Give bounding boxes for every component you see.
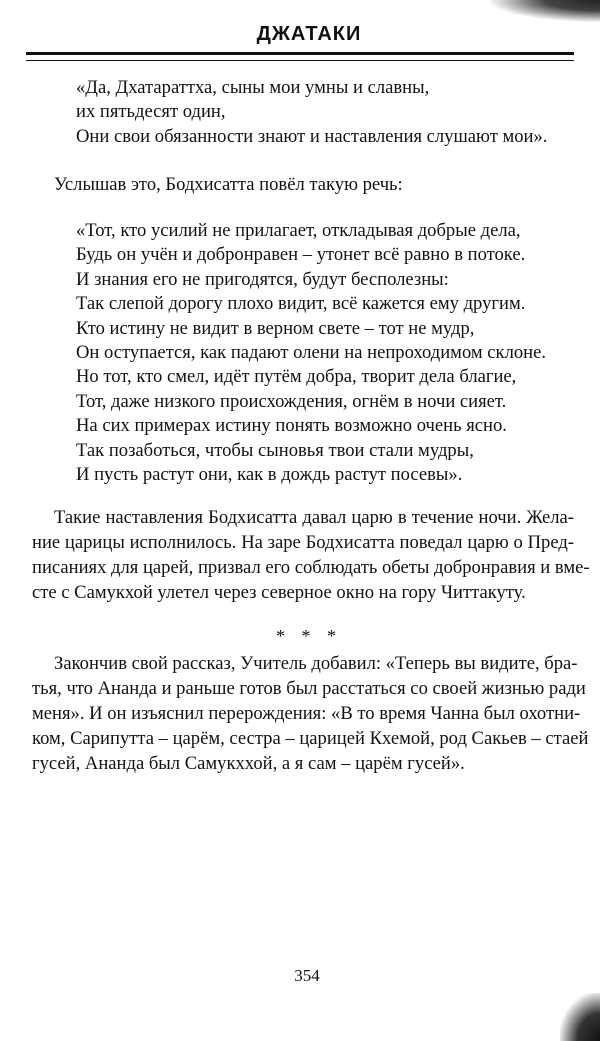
verse-line: Они свои обязанности знают и наставления слушают мои». — [76, 125, 548, 147]
verse-line: Так позаботься, чтобы сыновья твои стали мудры, — [76, 439, 474, 461]
paragraph-line: сте с Самукхой улетел через северное окно на гору Читтакуту. — [32, 582, 526, 603]
verse-line: Тот, даже низкого происхождения, огнём в ночи сияет. — [76, 390, 507, 412]
paragraph-line: Закончив свой рассказ, Учитель добавил: «Теперь вы видите, бра- — [54, 653, 578, 674]
paragraph-conclusion — [32, 651, 589, 776]
verse-line: Так слепой дорогу плохо видит, всё кажется ему другим. — [76, 293, 526, 315]
verse-line: И пусть растут они, как в дождь растут посевы». — [76, 463, 463, 485]
verse-block-1 — [76, 75, 547, 148]
paragraph-line: Услышав это, Бодхисатта повёл такую речь: — [54, 174, 403, 195]
verse-line: Он оступается, как падают олени на непроходимом склоне. — [76, 341, 547, 363]
verse-line: Будь он учён и добронравен – утонет всё равно в потоке. — [76, 244, 526, 266]
paragraph-line: ние царицы исполнилось. На заре Бодхисатта поведал царю о Пред- — [32, 532, 574, 553]
scan-shadow-bottom-right — [560, 993, 600, 1041]
paragraph-line: ком, Сарипутта – царём, сестра – царицей Кхемой, род Сакьев – стаей — [32, 728, 589, 749]
header-rule-thin — [26, 60, 574, 61]
verse-line: Но тот, кто смел, идёт путём добра, творит дела благие, — [76, 366, 517, 388]
verse-line: их пятьдесят один, — [76, 101, 226, 123]
verse-line: На сих примерах истину понять возможно очень ясно. — [76, 415, 507, 437]
verse-line: «Тот, кто усилий не прилагает, откладывая добрые дела, — [76, 220, 521, 241]
paragraph-instructions — [32, 505, 590, 605]
running-title: ДЖАТАКИ — [256, 23, 362, 45]
verse-line: И знания его не пригодятся, будут бесполезны: — [76, 268, 449, 290]
paragraph-line: Такие наставления Бодхисатта давал царю в течение ночи. Жела- — [54, 507, 574, 528]
paragraph-line: писаниях для царей, призвал его соблюдать обеты добронравия и вме- — [32, 557, 590, 578]
verse-line: Кто истину не видит в верном свете – тот не мудр, — [76, 317, 475, 339]
paragraph-intro — [54, 172, 574, 197]
page-number: 354 — [294, 966, 320, 985]
header-rule-thick — [26, 52, 574, 55]
paragraph-line: тья, что Ананда и раньше готов был расстаться со своей жизнью ради — [32, 678, 586, 699]
paragraph-line: меня». И он изъяснил перерождения: «В то время Чанна был охотни- — [32, 703, 581, 724]
verse-line: «Да, Дхатараттха, сыны мои умны и славны, — [76, 77, 430, 98]
section-separator: * * * — [276, 626, 342, 646]
paragraph-line: гусей, Ананда был Самукххой, а я сам – царём гусей». — [32, 753, 465, 774]
verse-block-2 — [76, 218, 546, 486]
scan-shadow-top-right — [490, 0, 600, 22]
